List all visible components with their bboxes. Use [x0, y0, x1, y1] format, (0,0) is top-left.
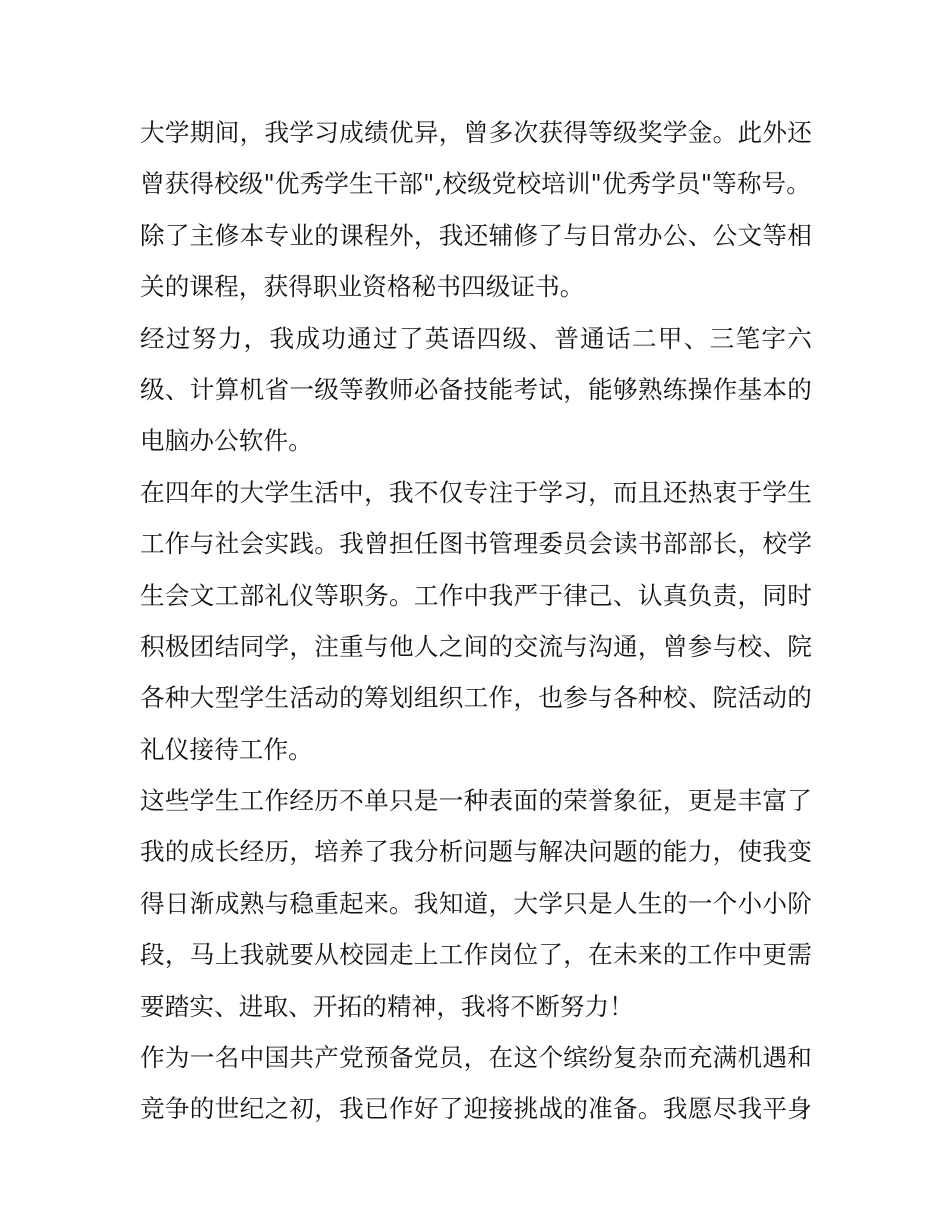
text-line: 礼仪接待工作。: [140, 734, 313, 764]
text-line: 得日渐成熟与稳重起来。我知道，大学只是人生的一个小小阶: [140, 888, 812, 918]
text-line: 大学期间，我学习成绩优异，曾多次获得等级奖学金。此外还: [140, 118, 812, 147]
text-line: 曾获得校级"优秀学生干部",校级党校培训"优秀学员"等称号。: [140, 169, 811, 199]
text-line: 电脑办公软件。: [140, 426, 313, 456]
text-line: 各种大型学生活动的筹划组织工作，也参与各种校、院活动的: [140, 683, 812, 713]
text-line: 段，马上我就要从校园走上工作岗位了，在未来的工作中更需: [140, 940, 812, 970]
text-line: 关的课程，获得职业资格秘书四级证书。: [140, 272, 585, 302]
text-line: 除了主修本专业的课程外，我还辅修了与日常办公、公文等相: [140, 220, 812, 250]
document-body: [140, 107, 812, 1135]
text-line: 要踏实、进取、开拓的精神，我将不断努力！: [140, 991, 634, 1021]
text-line: 工作与社会实践。我曾担任图书管理委员会读书部部长，校学: [140, 529, 812, 559]
text-line: 经过努力，我成功通过了英语四级、普通话二甲、三笔字六: [140, 323, 812, 353]
text-line: 积极团结同学，注重与他人之间的交流与沟通，曾参与校、院: [140, 631, 812, 661]
text-line: 竞争的世纪之初，我已作好了迎接挑战的准备。我愿尽我平身: [140, 1094, 812, 1124]
text-line: 在四年的大学生活中，我不仅专注于学习，而且还热衷于学生: [140, 477, 812, 507]
text-line: 这些学生工作经历不单只是一种表面的荣誉象征，更是丰富了: [140, 786, 812, 816]
text-line: 级、计算机省一级等教师必备技能考试，能够熟练操作基本的: [140, 374, 812, 404]
text-line: 我的成长经历，培养了我分析问题与解决问题的能力，使我变: [140, 837, 812, 867]
text-line: 生会文工部礼仪等职务。工作中我严于律己、认真负责，同时: [140, 580, 812, 610]
text-line: 作为一名中国共产党预备党员，在这个缤纷复杂而充满机遇和: [140, 1043, 812, 1073]
